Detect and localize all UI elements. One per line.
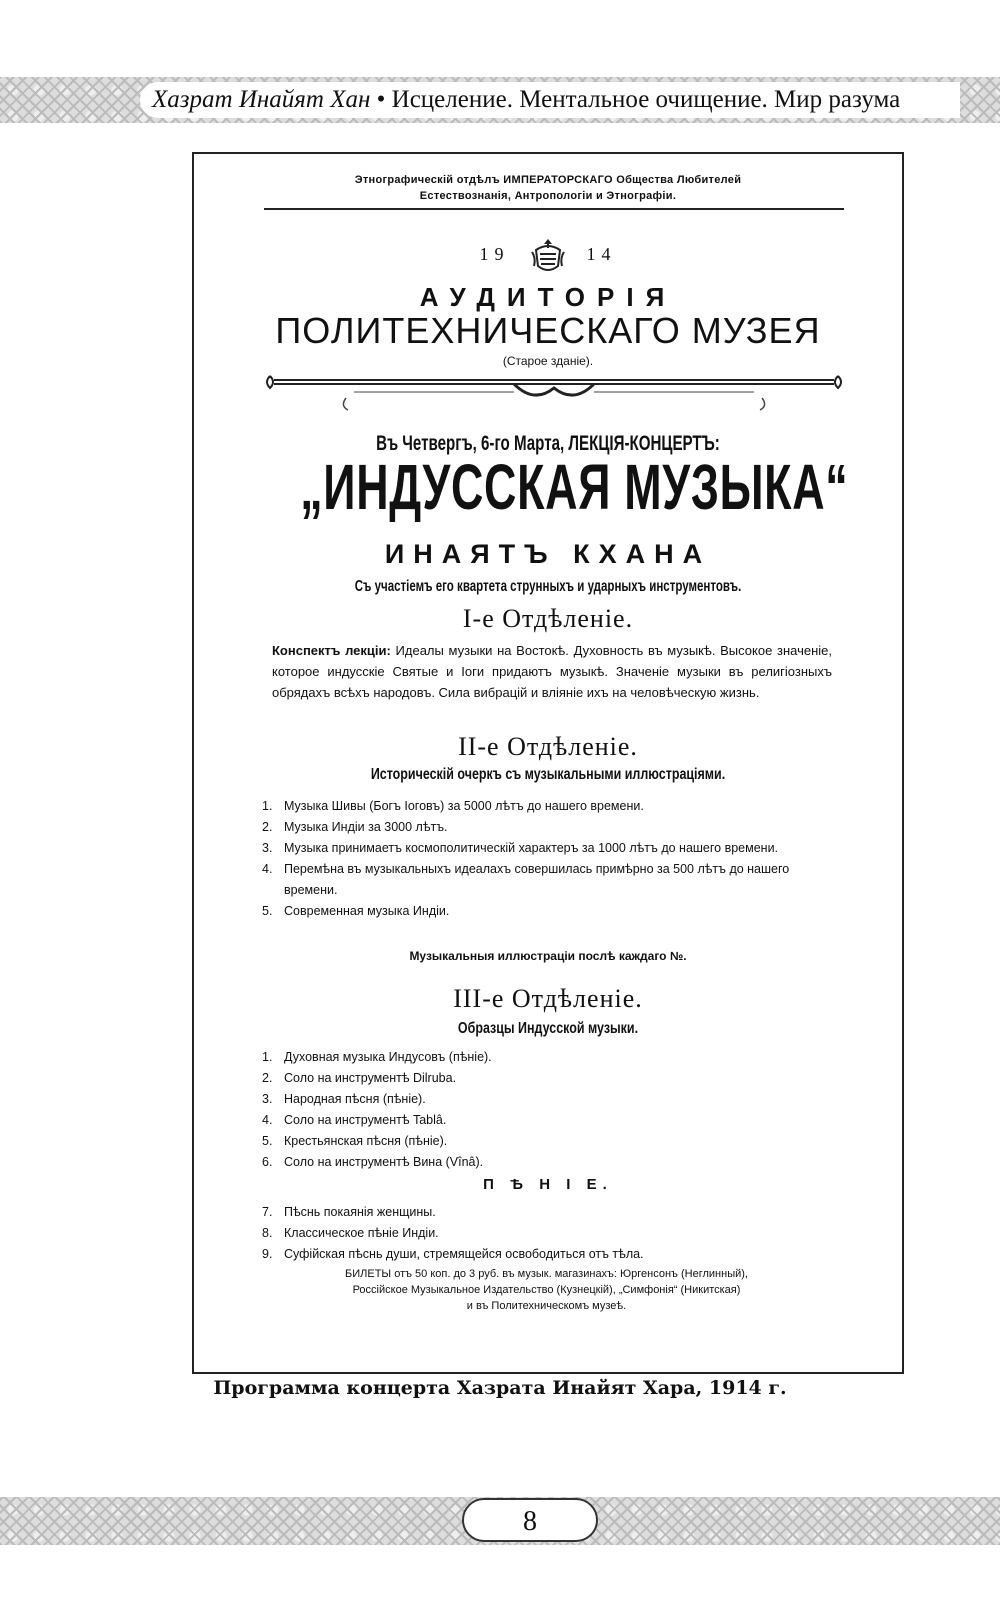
society-line-1: Этнографическій отдѣлъ ИМПЕРАТОРСКАГО Общества Любителей [354, 174, 742, 186]
header-author: Хазрат Инайят Хан [152, 86, 371, 113]
list-item: 2. Соло на инструментѣ Dilruba. [262, 1071, 457, 1085]
illustrations-note: Музыкальныя иллюстраціи послѣ каждаго №. [409, 949, 687, 963]
section-3-title: III-е Отдѣленіе. [453, 984, 643, 1013]
list-item: 1. Музыка Шивы (Богъ Іоговъ) за 5000 лѣтъ до нашего времени. [262, 799, 644, 813]
divider [264, 208, 844, 210]
tickets-line-1: БИЛЕТЫ отъ 50 коп. до 3 руб. въ музык. магазинахъ: Юргенсонъ (Неглинный), [345, 1268, 748, 1280]
tickets-line-3: и въ Политехническомъ музеѣ. [466, 1300, 627, 1312]
section-1-text [272, 640, 832, 703]
emblem-icon [528, 236, 568, 276]
figure-caption: Программа концерта Хазрата Инайят Хара, 1914 г. [213, 1377, 787, 1399]
museum-heading: ПОЛИТЕХНИЧЕСКАГО МУЗЕЯ [275, 310, 821, 351]
performer-name: ИНАЯТЪ КХАНА [384, 539, 712, 569]
list-item: 4. Соло на инструментѣ Tablâ. [262, 1113, 447, 1127]
list-item: 1. Духовная музыка Индусовъ (пѣніе). [262, 1050, 492, 1064]
section-1-lead: Конспектъ лекціи: [272, 643, 391, 658]
section-2-title: II-е Отдѣленіе. [458, 732, 638, 761]
list-item: 4. Перемѣна въ музыкальныхъ идеалахъ совершилась примѣрно за 500 лѣтъ до нашего времени. [262, 862, 790, 897]
list-item: 5. Крестьянская пѣсня (пѣніе). [262, 1134, 448, 1148]
running-header [140, 82, 960, 118]
main-title: „ИНДУССКАЯ МУЗЫКА“ [300, 451, 849, 523]
year-right: 14 [586, 244, 617, 265]
header-separator: • [376, 86, 386, 113]
list-item: 8. Классическое пѣніе Индіи. [262, 1226, 439, 1240]
section-2-list [262, 796, 837, 922]
section-1-body: Идеалы музыки на Востокѣ. Духовность въ музыкѣ. Высокое значеніе, которое индусскіе Святые и Іоги придаютъ музыкѣ. Значеніе музыки въ религіозныхъ обрядахъ всѣхъ народовъ. Сила вибрацій и вліяніе ихъ на человѣческую жизнь. [272, 643, 832, 700]
list-item: 2. Музыка Индіи за 3000 лѣтъ. [262, 820, 448, 834]
singing-heading: П Ѣ Н І Е. [483, 1176, 613, 1193]
page-number: 8 [462, 1498, 598, 1542]
participation-line: Съ участіемъ его квартета струнныхъ и ударныхъ инструментовъ. [354, 578, 742, 595]
section-3-list [262, 1047, 837, 1173]
old-building-note: (Старое зданіе). [502, 354, 594, 368]
list-item: 9. Суфійская пѣснь души, стремящейся освободиться отъ тѣла. [262, 1247, 644, 1261]
list-item: 5. Современная музыка Индіи. [262, 904, 450, 918]
list-item: 3. Народная пѣсня (пѣніе). [262, 1092, 426, 1106]
society-line-2: Естествознанія, Антропологіи и Этнографіи. [419, 190, 677, 202]
year-row [194, 236, 902, 276]
auditorium-heading: АУДИТОРІЯ [419, 282, 677, 312]
date-line: Въ Четвергъ, 6-го Марта, ЛЕКЦІЯ-КОНЦЕРТЪ: [376, 432, 720, 455]
section-3-subtitle: Образцы Индусской музыки. [457, 1020, 639, 1037]
singing-list [262, 1202, 837, 1265]
header-book-title: Исцеление. Ментальное очищение. Мир разума [391, 86, 901, 113]
ornament-icon [264, 370, 844, 420]
year-left: 19 [479, 244, 510, 265]
list-item: 3. Музыка принимаетъ космополитическій характеръ за 1000 лѣтъ до нашего времени. [262, 841, 779, 855]
concert-poster [192, 152, 904, 1374]
tickets-line-2: Россійское Музыкальное Издательство (Кузнецкій), „Симфонія“ (Никитская) [352, 1284, 741, 1296]
list-item: 7. Пѣснь покаянія женщины. [262, 1205, 436, 1219]
list-item: 6. Соло на инструментѣ Вина (Vînâ). [262, 1155, 484, 1169]
section-1-title: I-е Отдѣленіе. [462, 604, 634, 633]
section-2-subtitle: Историческій очеркъ съ музыкальными иллюстраціями. [370, 766, 726, 783]
